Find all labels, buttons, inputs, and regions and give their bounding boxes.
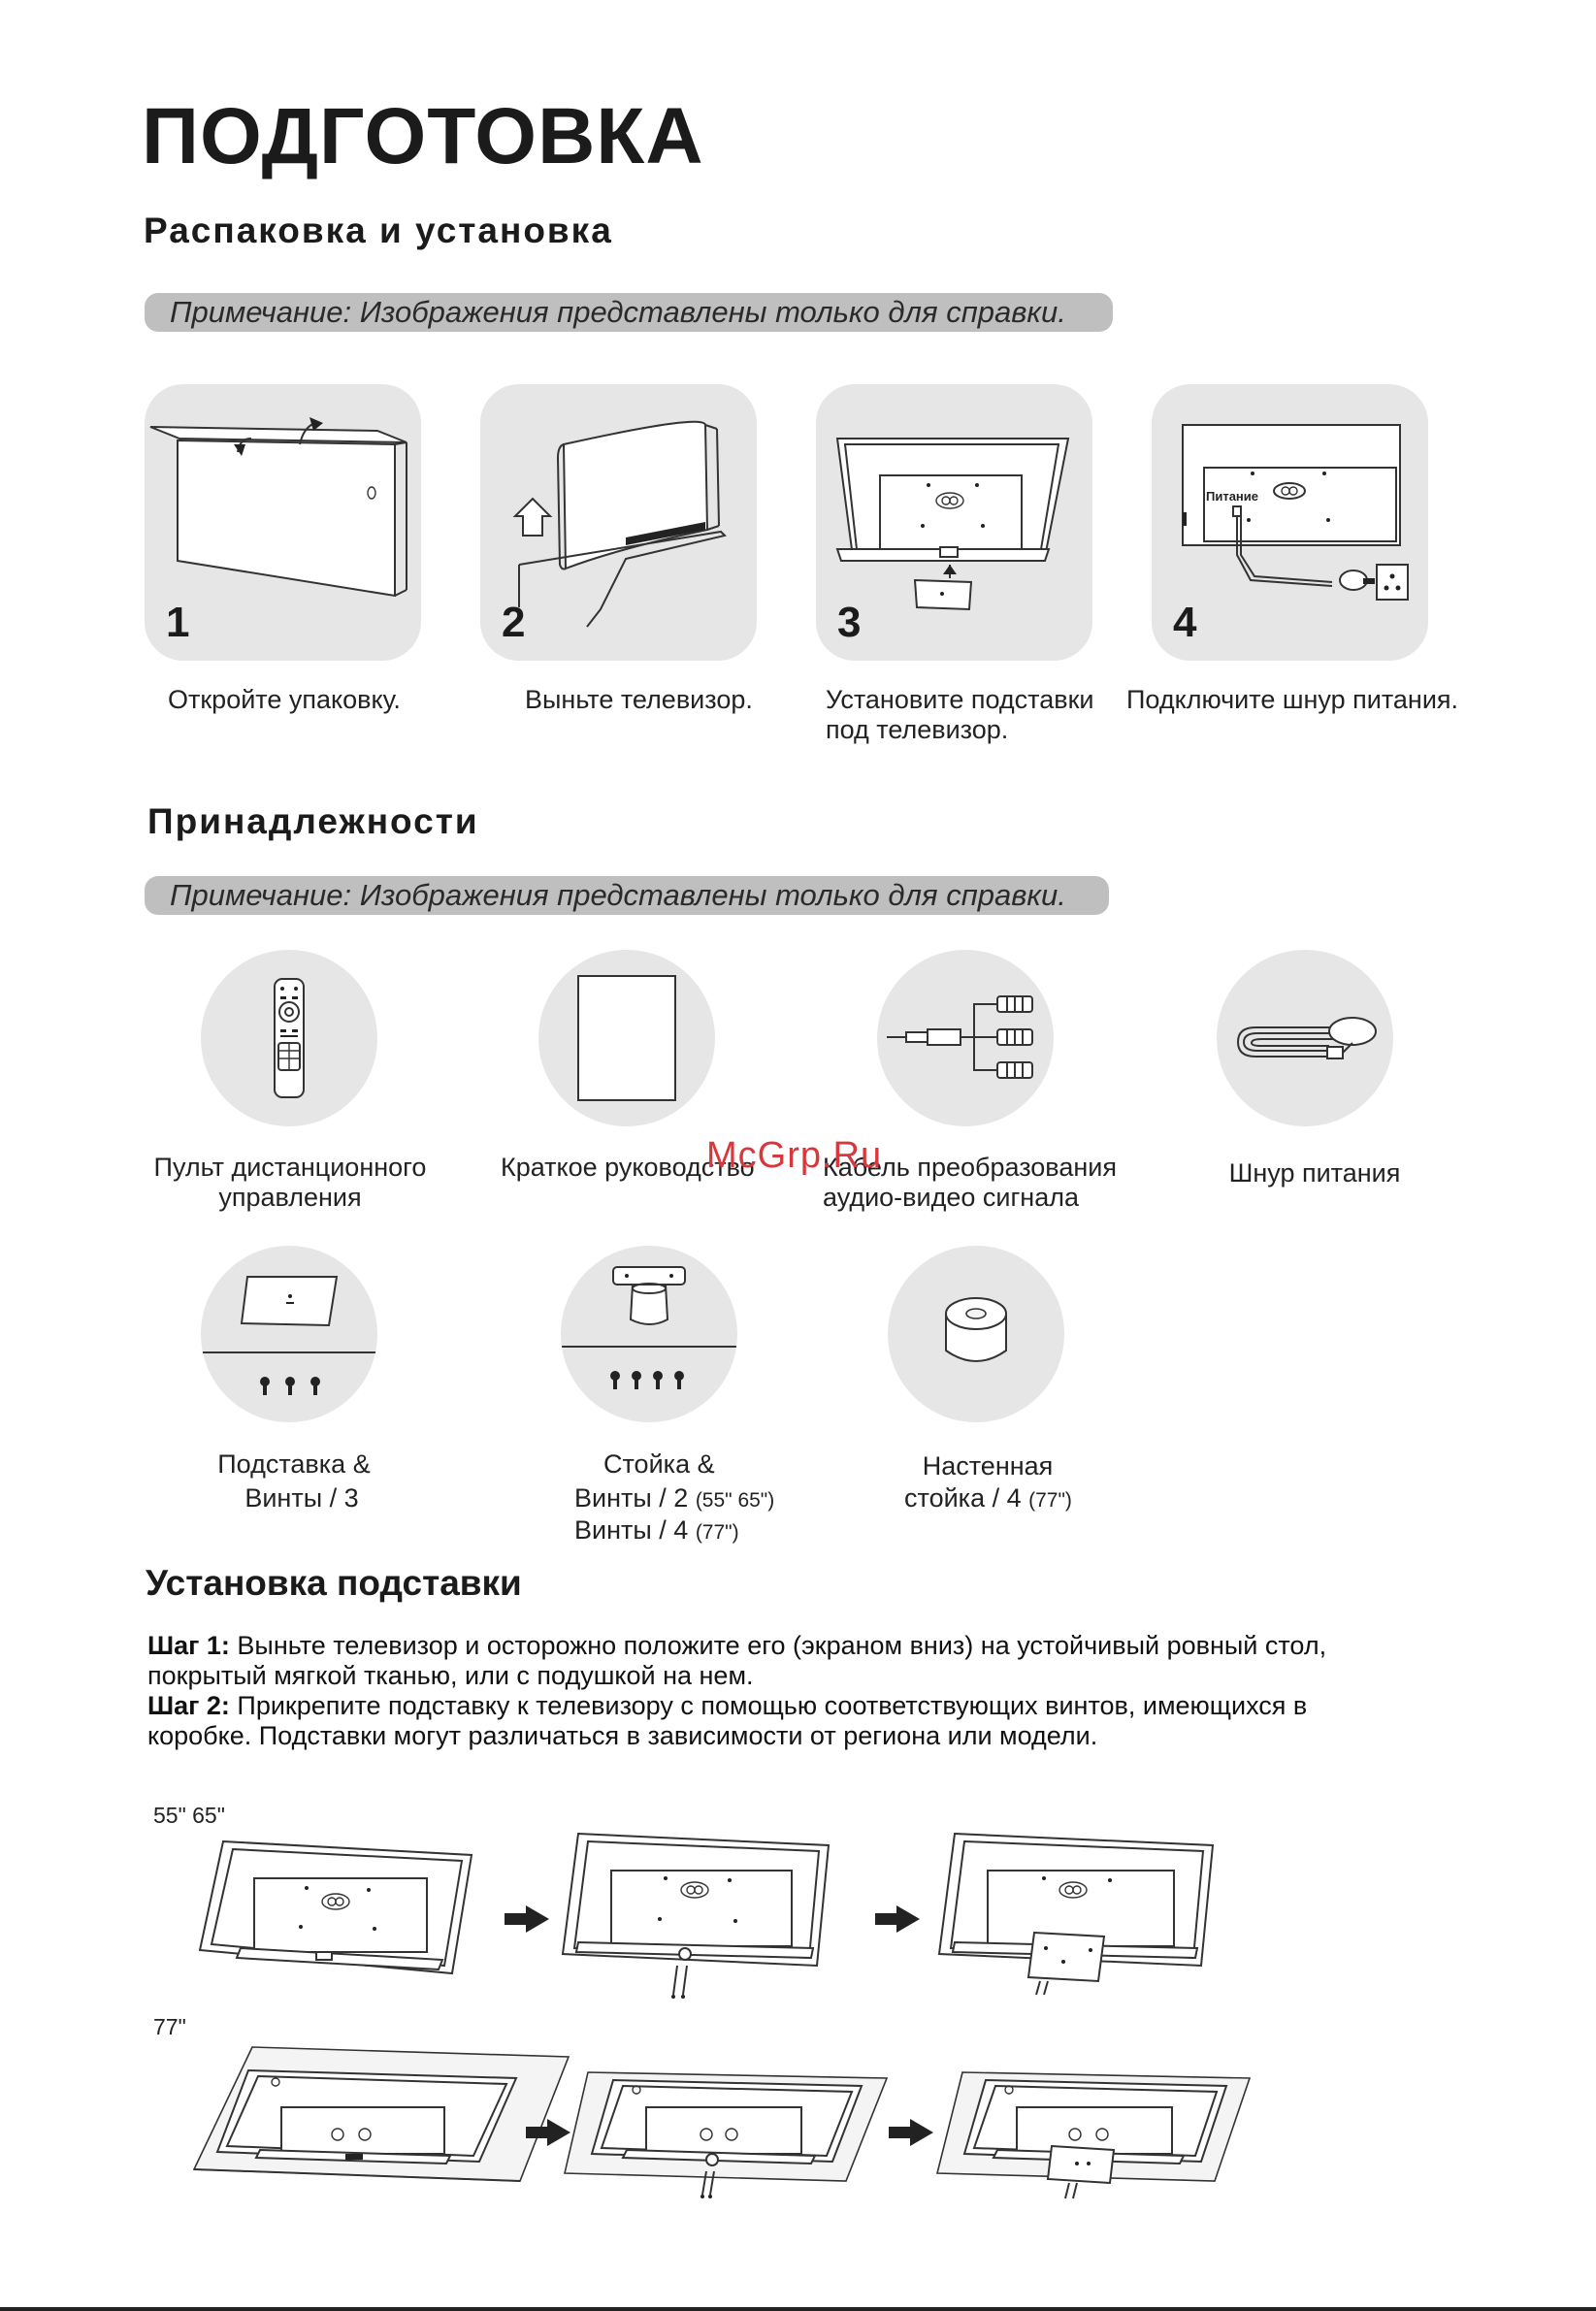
pedestal-caption-line2-size: (55" 65") [695,1489,775,1512]
unpacking-note: Примечание: Изображения представлены только для справки. [145,293,1113,332]
step2-text-1: Прикрепите подставку к телевизору с помощью соответствующих винтов, имеющихся в [229,1691,1308,1720]
av-cable-caption-line2: аудио-видео сигнала [823,1183,1080,1212]
remote-caption-line2: управления [218,1183,362,1212]
pedestal-caption-line3-text: Винты / 4 [574,1515,689,1545]
pedestal-caption-line2-text: Винты / 2 [574,1483,689,1513]
step-2-number: 2 [502,599,526,646]
unpacking-heading: Распаковка и установка [144,211,613,250]
stand-screws-icon [201,1246,377,1422]
step-2-caption: Выньте телевизор. [525,685,753,714]
power-label: Питание [1206,489,1259,504]
power-cord-caption: Шнур питания [1228,1158,1401,1188]
manual-icon [538,950,715,1126]
stand-caption-line1: Подставка & [217,1449,371,1479]
tv-on-table-3 [937,2072,1250,2198]
accessories-heading: Принадлежности [147,801,479,841]
page-title: ПОДГОТОВКА [142,92,704,180]
pedestal-caption-line2 [574,1483,774,1515]
step-4-number: 4 [1173,599,1197,646]
arrow-4 [889,2119,933,2146]
step-1-panel [145,384,421,661]
size-label-77: 77" [153,2014,186,2039]
remote-control-icon [201,950,377,1126]
step1-text-1: Выньте телевизор и осторожно положите его (экраном вниз) на устойчивый ровный стол, [229,1631,1327,1660]
wall-spacer-icon [888,1246,1064,1422]
step2-label: Шаг 2: [147,1691,230,1720]
stand-caption-line2: Винты / 3 [244,1483,359,1513]
tv-on-table-1 [194,2047,569,2181]
step-4-caption: Подключите шнур питания. [1126,685,1459,714]
step-4-panel [1152,384,1428,661]
tv-back-view-2 [563,1834,829,1999]
pedestal-caption-line1: Стойка & [603,1449,715,1479]
step-3-number: 3 [837,599,862,646]
step-2-panel [480,384,757,661]
step-3-panel [816,384,1092,661]
step-3-caption-line1: Установите подставки [826,685,1094,714]
stand-install-instructions [147,1631,1545,1751]
step1-line1 [147,1631,1545,1661]
step1-label: Шаг 1: [147,1631,230,1660]
pedestal-screws-icon [561,1246,737,1422]
av-cable-icon [877,950,1054,1126]
watermark: McGrp.Ru [706,1135,883,1176]
tv-back-view-1 [200,1841,472,1973]
step-1-number: 1 [166,599,190,646]
tv-back-view-3 [939,1834,1213,1995]
arrow-1 [505,1905,549,1933]
stand-install-diagram-55-65 [184,1824,1232,2018]
tv-on-table-2 [565,2072,887,2198]
stand-install-heading: Установка подставки [146,1563,522,1603]
stand-install-diagram-77 [184,2037,1271,2212]
page-bottom-rule [0,2307,1596,2311]
step1-line2: покрытый мягкой тканью, или с подушкой на нем. [147,1661,754,1690]
wall-spacer-caption-line2 [904,1483,1072,1515]
wall-spacer-caption-line2-size: (77") [1028,1489,1072,1512]
pedestal-caption-line3-size: (77") [695,1521,739,1544]
arrow-2 [875,1905,920,1933]
wall-spacer-caption-line1: Настенная [922,1451,1054,1481]
step2-line1 [147,1691,1545,1721]
step-3-caption-line2: под телевизор. [826,715,1009,744]
accessories-note: Примечание: Изображения представлены только для справки. [145,876,1109,915]
manual-caption: Краткое руководство [501,1153,755,1182]
size-label-55-65: 55" 65" [153,1803,225,1828]
av-cable-caption-line1: Кабель преобразования [823,1153,1117,1182]
step-1-caption: Откройте упаковку. [168,685,401,714]
pedestal-caption-line3 [574,1515,739,1547]
step2-line2: коробке. Подставки могут различаться в зависимости от региона или модели. [147,1721,1098,1750]
wall-spacer-caption-line2-text: стойка / 4 [904,1483,1022,1513]
power-cord-icon [1217,950,1393,1126]
remote-caption-line1: Пульт дистанционного [153,1153,427,1182]
